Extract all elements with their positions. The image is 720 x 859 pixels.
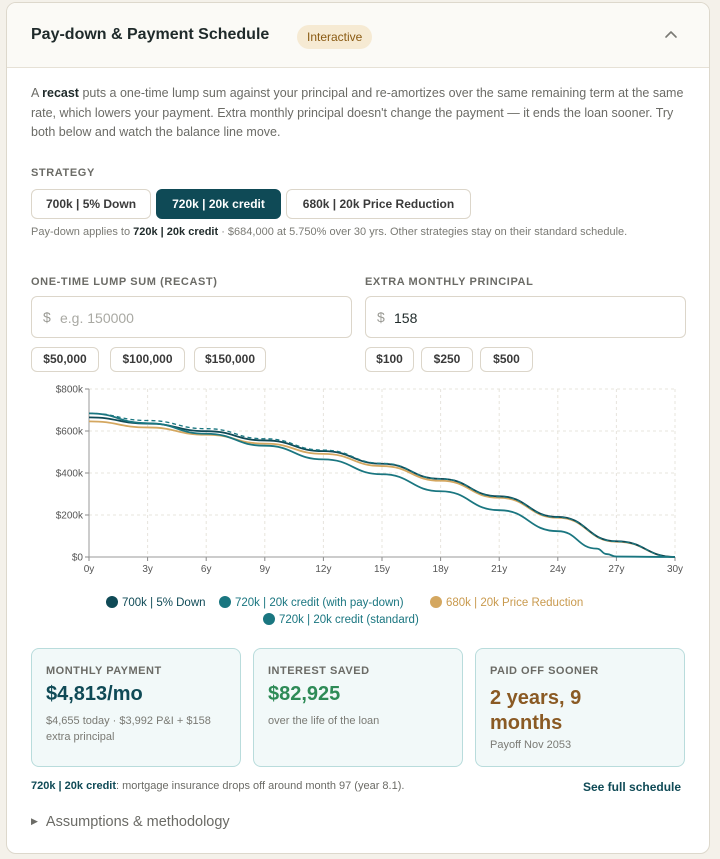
lump-sum-field[interactable] [31, 296, 352, 338]
x-tick-label: 27y [608, 564, 625, 575]
strategy-option-720k[interactable]: 720k | 20k credit [156, 189, 281, 219]
legend-dot [263, 613, 275, 625]
legend-dot [219, 596, 231, 608]
balance-chart [31, 379, 691, 579]
chevron-up-icon[interactable] [661, 25, 681, 45]
stat-label: MONTHLY PAYMENT [46, 665, 162, 677]
see-full-schedule-link[interactable]: See full schedule [583, 780, 682, 794]
recast-term: recast [42, 86, 79, 100]
legend-item-700k: 700k | 5% Down [106, 596, 206, 609]
legend-item-680k: 680k | 20k Price Reduction [430, 596, 583, 609]
legend-item-720k-paydown: 720k | 20k credit (with pay-down) [219, 596, 404, 609]
monthly-payment-value: $4,813/mo [46, 683, 143, 705]
strategy-option-700k[interactable]: 700k | 5% Down [31, 189, 151, 219]
legend-dot [430, 596, 442, 608]
dollar-sign: $ [377, 309, 385, 325]
stat-subtext: $4,655 today · $3,992 P&I + $158 [46, 715, 211, 727]
x-tick-label: 12y [315, 564, 332, 575]
lump-chip-50000[interactable]: $50,000 [31, 347, 99, 372]
interest-saved-card [253, 648, 463, 767]
extra-chip-100[interactable]: $100 [365, 347, 414, 372]
dollar-sign: $ [43, 309, 51, 325]
y-tick-label: $0 [71, 552, 83, 564]
lump-chip-150000[interactable]: $150,000 [194, 347, 266, 372]
x-tick-label: 30y [666, 564, 684, 575]
paydown-card [6, 2, 710, 854]
interactive-badge: Interactive [297, 25, 372, 49]
payoff-date: Payoff Nov 2053 [490, 739, 572, 751]
y-tick-label: $400k [55, 468, 83, 480]
lump-sum-label: ONE-TIME LUMP SUM (RECAST) [31, 276, 218, 288]
y-tick-label: $800k [55, 384, 83, 396]
caret-right-icon: ▶ [31, 816, 38, 826]
x-tick-label: 24y [549, 564, 566, 575]
section-title: Pay-down & Payment Schedule [31, 26, 270, 43]
strategy-option-680k[interactable]: 680k | 20k Price Reduction [286, 189, 471, 219]
strategy-note: Pay-down applies to 720k | 20k credit · $684,000 at 5.750% over 30 yrs. Other strategies stay on their standard schedule. [31, 226, 628, 238]
stat-subtext: extra principal [46, 731, 115, 743]
lump-chip-100000[interactable]: $100,000 [110, 347, 185, 372]
strategy-label: STRATEGY [31, 167, 95, 179]
series-line-2 [89, 421, 675, 557]
x-tick-label: 21y [491, 564, 508, 575]
interest-saved-value: $82,925 [268, 683, 341, 705]
y-tick-label: $600k [55, 426, 83, 438]
assumptions-toggle[interactable]: ▶ Assumptions & methodology [31, 814, 230, 830]
extra-chip-500[interactable]: $500 [480, 347, 533, 372]
stat-label: INTEREST SAVED [268, 665, 370, 677]
x-tick-label: 9y [259, 564, 271, 575]
x-tick-label: 18y [432, 564, 449, 575]
legend-dot [106, 596, 118, 608]
paid-off-value: 2 years, 9 months [490, 687, 582, 734]
intro-text: A recast puts a one-time lump sum against your principal and re-amortizes over the same remaining term at the same rate, which lowers your payment. Extra monthly principal doesn't change the payment — it ends the loan sooner. Try both below and watch the balance line move. [31, 86, 684, 139]
extra-principal-input[interactable] [394, 305, 684, 331]
section-header[interactable] [7, 3, 709, 68]
lump-sum-input[interactable] [60, 305, 350, 331]
paid-off-sooner-card [475, 648, 685, 767]
extra-chip-250[interactable]: $250 [421, 347, 473, 372]
x-tick-label: 3y [142, 564, 153, 575]
x-tick-label: 6y [200, 564, 212, 575]
extra-principal-label: EXTRA MONTHLY PRINCIPAL [365, 276, 534, 288]
y-tick-label: $200k [55, 510, 83, 522]
mi-footnote: 720k | 20k credit: mortgage insurance drops off around month 97 (year 8.1). [31, 780, 405, 792]
stat-label: PAID OFF SOONER [490, 665, 599, 677]
x-tick-label: 0y [83, 564, 95, 575]
legend-item-720k-standard: 720k | 20k credit (standard) [263, 613, 419, 626]
x-tick-label: 15y [373, 564, 391, 575]
stat-subtext: over the life of the loan [268, 715, 380, 727]
extra-principal-field[interactable] [365, 296, 686, 338]
monthly-payment-card [31, 648, 241, 767]
